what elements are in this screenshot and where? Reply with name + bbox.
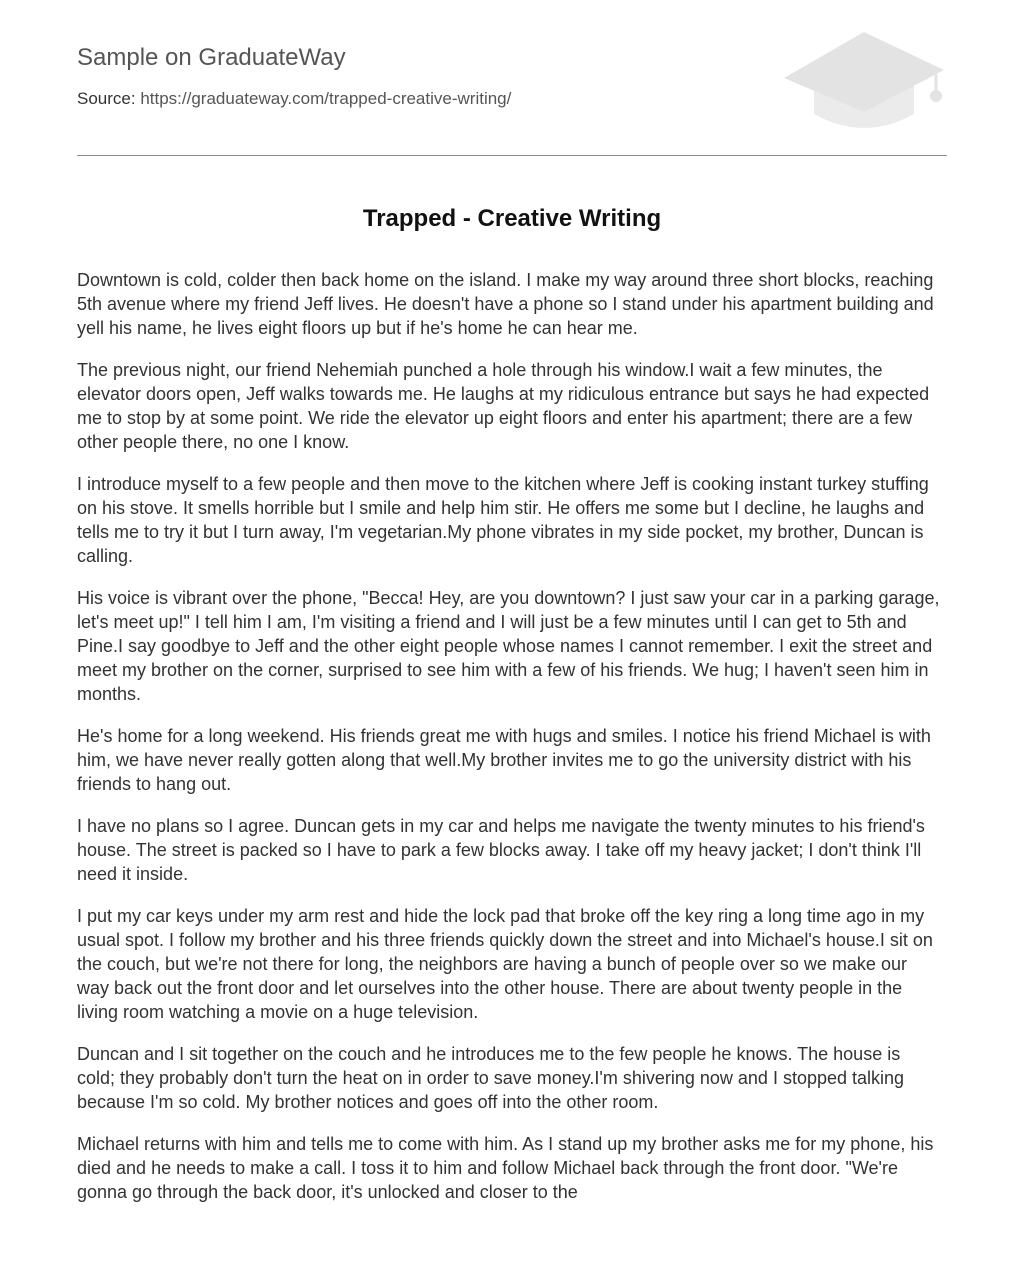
paragraph: Michael returns with him and tells me to come with him. As I stand up my brother asks me for my phone, his died and he needs to make a call. I toss it to him and follow Michael back through the front door. "We're gonna go through the back door, it's unlocked and closer to the <box>77 1134 934 1202</box>
paragraph: Duncan and I sit together on the couch and he introduces me to the few people he knows. The house is cold; they probably don't turn the heat on in order to save money.I'm shivering now and I stopped talking because I'm so cold. My brother notices and goes off into the other room. <box>77 1044 905 1112</box>
source-link[interactable]: https://graduateway.com/trapped-creative-writing/ <box>140 89 512 108</box>
source-label: Source: <box>77 89 136 108</box>
paragraph: His voice is vibrant over the phone, "Becca! Hey, are you downtown? I just saw your car in a parking garage, let's meet up!" I tell him I am, I'm visiting a friend and I will just be a few minutes until I can get to 5th and Pine.I say goodbye to Jeff and the other eight people whose names I cannot remember. I exit the street and meet my brother on the corner, surprised to see him with a few of his friends. We hug; I haven't seen him in months. <box>77 588 940 704</box>
document-body <box>77 268 943 1222</box>
source-line <box>77 89 511 109</box>
header-divider <box>77 155 947 156</box>
paragraph: Downtown is cold, colder then back home on the island. I make my way around three short blocks, reaching 5th avenue where my friend Jeff lives. He doesn't have a phone so I stand under his apartment building and yell his name, he lives eight floors up but if he's home he can hear me. <box>77 270 934 338</box>
graduation-cap-icon <box>780 30 947 134</box>
paragraph: I put my car keys under my arm rest and hide the lock pad that broke off the key ring a long time ago in my usual spot. I follow my brother and his three friends quickly down the street and into Michael's house.I sit on the couch, but we're not there for long, the neighbors are having a bunch of people over so we make our way back out the front door and let ourselves into the other house. There are about twenty people in the living room watching a movie on a huge television. <box>77 906 933 1022</box>
paragraph: The previous night, our friend Nehemiah punched a hole through his window.I wait a few minutes, the elevator doors open, Jeff walks towards me. He laughs at my ridiculous entrance but says he had expected me to stop by at some point. We ride the elevator up eight floors and enter his apartment; there are a few other people there, no one I know. <box>77 360 930 452</box>
site-title: Sample on GraduateWay <box>77 44 346 71</box>
document-title: Trapped - Creative Writing <box>362 205 662 232</box>
header <box>77 0 947 156</box>
paragraph: I introduce myself to a few people and then move to the kitchen where Jeff is cooking instant turkey stuffing on his stove. It smells horrible but I smile and help him stir. He offers me some but I decline, he laughs and tells me to try it but I turn away, I'm vegetarian.My phone vibrates in my side pocket, my brother, Duncan is calling. <box>77 474 929 566</box>
paragraph: I have no plans so I agree. Duncan gets in my car and helps me navigate the twenty minutes to his friend's house. The street is packed so I have to park a few blocks away. I take off my heavy jacket; I don't think I'll need it inside. <box>77 816 925 884</box>
paragraph: He's home for a long weekend. His friends great me with hugs and smiles. I notice his friend Michael is with him, we have never really gotten along that well.My brother invites me to go the university district with his friends to hang out. <box>77 726 931 794</box>
